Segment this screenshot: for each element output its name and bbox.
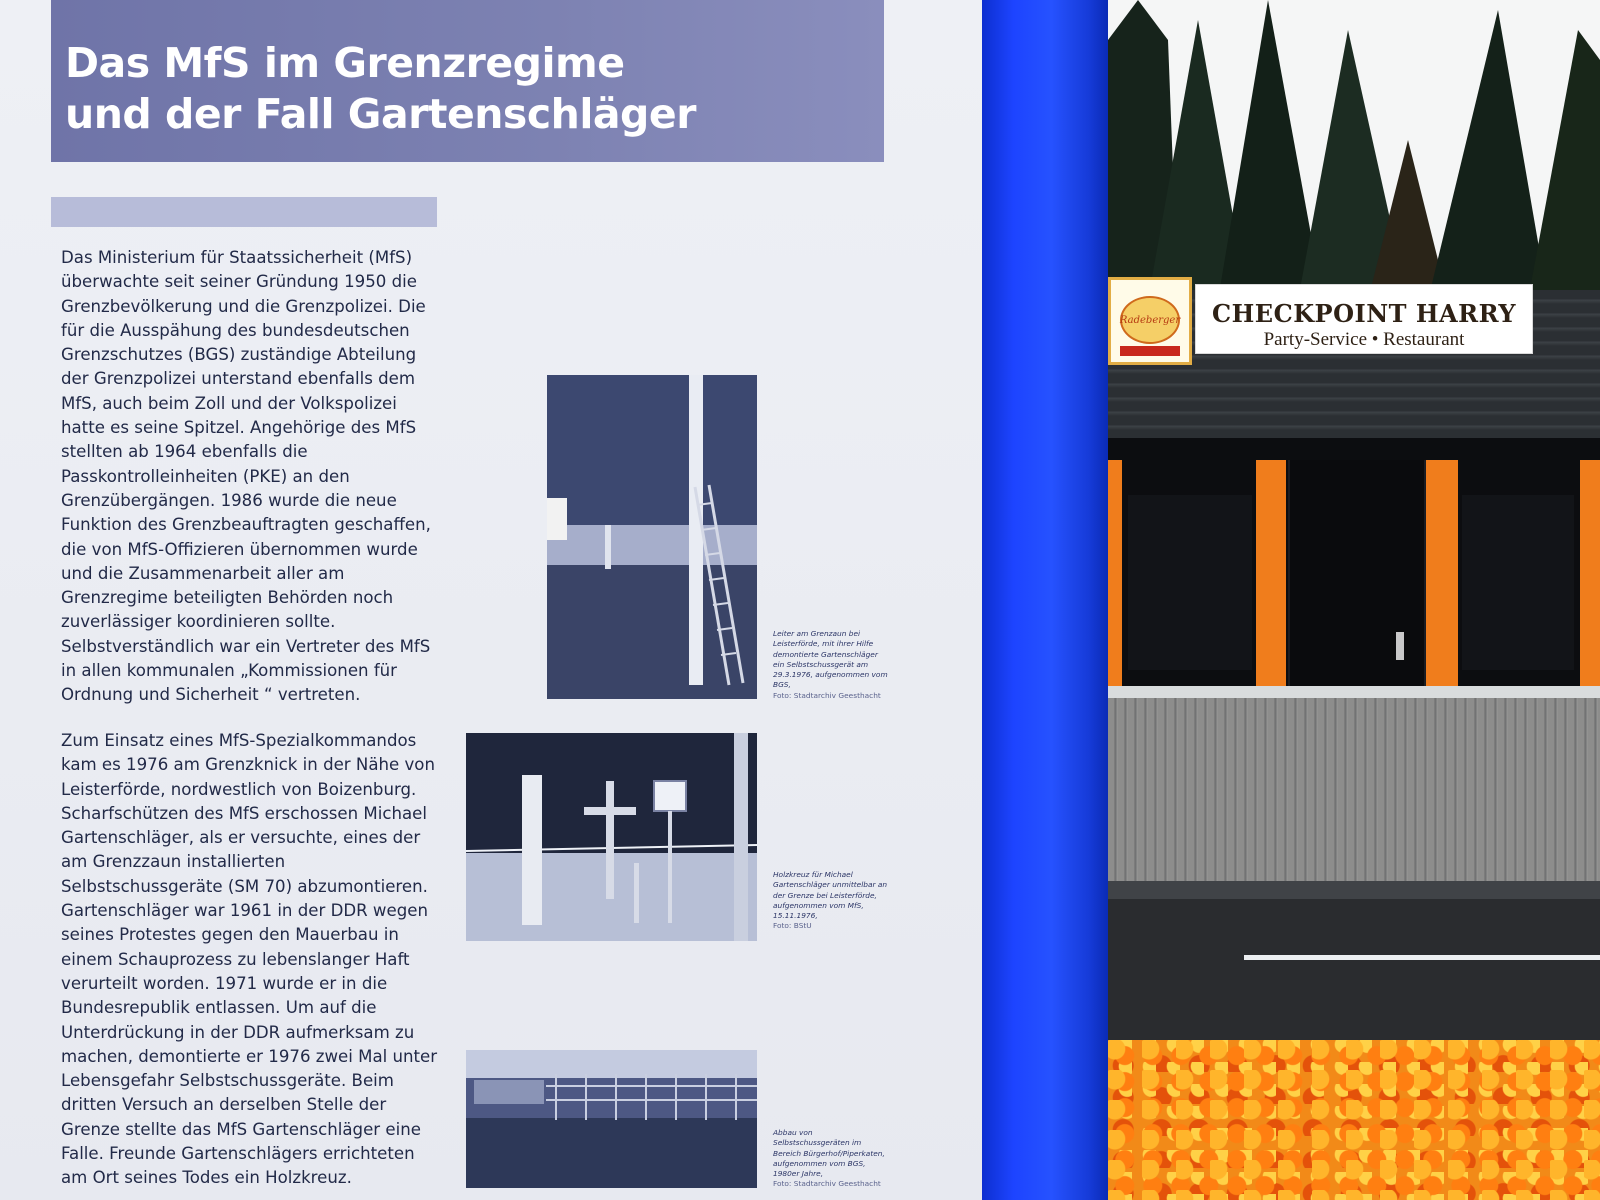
orange-pillar <box>1424 460 1458 688</box>
entrance-door <box>1288 460 1426 688</box>
caption-ladder <box>773 629 889 701</box>
title-line-1: Das MfS im Grenzregime <box>65 39 625 87</box>
window <box>1462 495 1574 670</box>
caption-cross-text: Holzkreuz für Michael Gartenschläger unmittelbar an der Grenze bei Leisterförde, aufgenommen vom MfS, 15.11.1976, <box>773 870 888 921</box>
lane-marking <box>1244 955 1600 960</box>
door-handle <box>1396 632 1404 660</box>
dismantling-photo-drawing <box>466 1050 757 1188</box>
title-banner <box>51 0 884 162</box>
caption-dismantling <box>773 1128 889 1190</box>
corrugated-fence <box>1108 686 1600 881</box>
orange-pillar <box>1256 460 1286 688</box>
caption-dismantling-credit: Foto: Stadtarchiv Geesthacht <box>773 1179 881 1189</box>
street-scene-photo <box>1108 0 1600 1200</box>
subtitle-bar <box>51 197 437 227</box>
caption-ladder-credit: Foto: Stadtarchiv Geesthacht <box>773 690 881 700</box>
trees <box>1108 0 1600 300</box>
sign-subtitle: Party-Service • Restaurant <box>1263 329 1465 350</box>
photo-dismantling <box>466 1050 757 1188</box>
photo-ladder-at-fence <box>547 375 757 699</box>
fence-top-rail <box>1108 686 1600 698</box>
caption-cross <box>773 870 889 932</box>
caption-ladder-text: Leiter am Grenzaun bei Leisterförde, mit ihrer Hilfe demontierte Gartenschläger ein Selbstschussgerät am 29.3.1976, aufgenommen vom BGS, <box>773 629 888 690</box>
orange-pillar <box>1108 460 1122 688</box>
sign-title: CHECKPOINT HARRY <box>1212 299 1516 328</box>
title-line-2: und der Fall Gartenschläger <box>65 90 696 138</box>
caption-cross-credit: Foto: BStU <box>773 921 812 931</box>
paragraph-1: Das Ministerium für Staatssicherheit (MfS) überwachte seit seiner Gründung 1950 die Grenzbevölkerung und die Grenzpolizei. Die für die Ausspähung des bundesdeutschen Grenzschutzes (BGS) zuständige Abteilung der Grenzpolizei unterstand ebenfalls dem MfS, auch beim Zoll und der Volkspolizei hatte es seine Spitzel. Angehörige des MfS stellten ab 1964 ebenfalls die Passkontrolleinheiten (PKE) an den Grenzübergängen. 1986 wurde die neue Funktion des Grenzbeauftragten geschaffen, die von MfS-Offizieren übernommen wurde und die Zusammenarbeit aller am Grenzregime beteiligten Behörden noch zuverlässiger koordinieren sollte. Selbstverständlich war ein Vertreter des MfS in allen kommunalen „Kommissionen für Ordnung und Sicherheit “ vertreten. <box>61 248 431 705</box>
caption-dismantling-text: Abbau von Selbstschussgeräten im Bereich Bürgerhof/Piperkaten, aufgenommen vom BGS, 1980er Jahre, <box>773 1128 885 1179</box>
panel-title <box>65 38 696 140</box>
photo-wooden-cross <box>466 733 757 941</box>
checkpoint-harry-sign <box>1195 284 1533 354</box>
curb <box>1108 881 1600 899</box>
cross-photo-drawing <box>466 733 757 941</box>
beer-logo: Radeberger <box>1120 296 1180 344</box>
window <box>1128 495 1252 670</box>
beer-logo-sign <box>1108 277 1192 365</box>
road <box>1108 899 1600 1040</box>
ladder-photo-drawing <box>547 375 757 699</box>
orange-pillar <box>1580 460 1600 688</box>
autumn-leaves <box>1108 1040 1600 1200</box>
blue-post <box>982 0 1108 1200</box>
paragraph-2: Zum Einsatz eines MfS-Spezialkommandos kam es 1976 am Grenzknick in der Nähe von Leisterförde, nordwestlich von Boizenburg. Scharfschützen des MfS erschossen Michael Gartenschläger, als er versuchte, eines der am Grenzzaun installierten Selbstschussgeräte (SM 70) abzumontieren. Gartenschläger war 1961 in der DDR wegen seines Protestes gegen den Mauerbau in einem Schauprozess zu lebenslanger Haft verurteilt worden. 1971 wurde er in die Bundesrepublik entlassen. Um auf die Unterdrückung in der DDR aufmerksam zu machen, demontierte er 1976 zwei Mal unter Lebensgefahr Selbstschussgeräte. Beim dritten Versuch an derselben Stelle der Grenze stellte das MfS Gartenschläger eine Falle. Freunde Gartenschlägers errichteten am Ort seines Todes ein Holzkreuz. <box>61 731 438 1188</box>
beer-logo-band <box>1120 346 1180 356</box>
